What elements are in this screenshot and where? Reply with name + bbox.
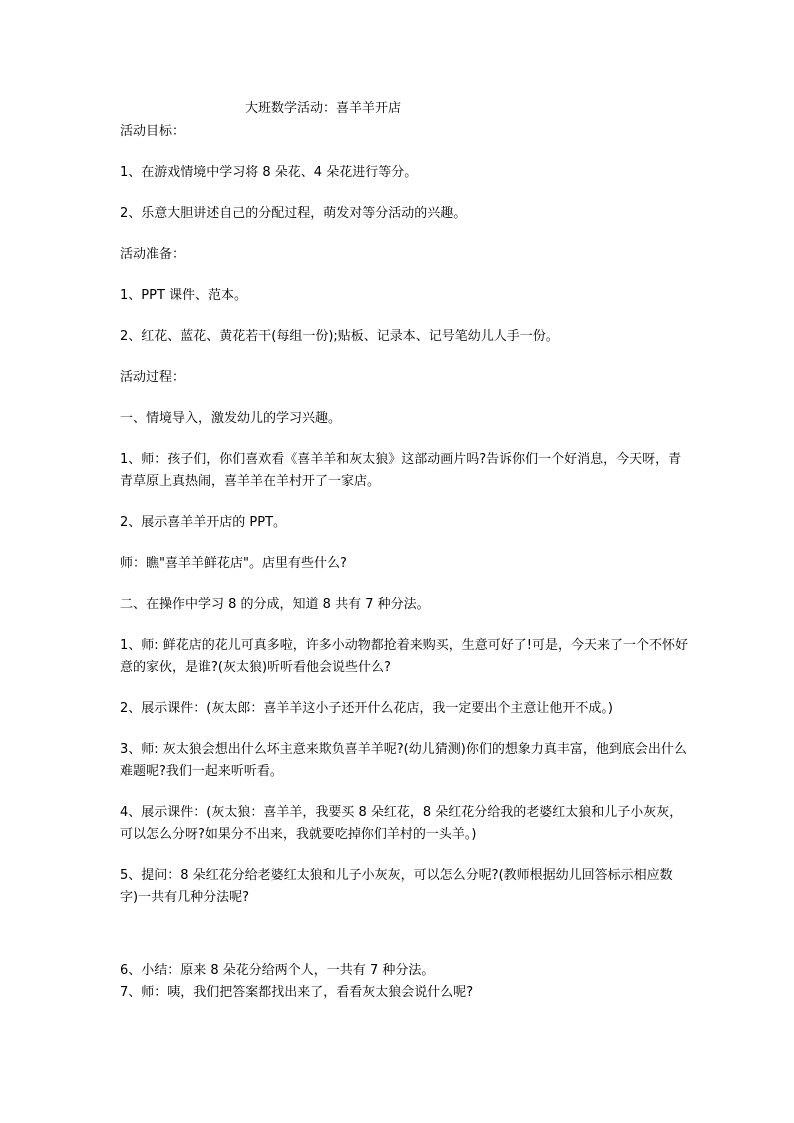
process-step-1-teacher-line: 师：瞧"喜羊羊鲜花店"。店里有些什么? — [120, 556, 347, 571]
section-heading-process: 活动过程： — [120, 370, 186, 385]
process-step-1-item-1: 1、师：孩子们，你们喜欢看《喜羊羊和灰太狼》这部动画片吗?告诉你们一个好消息，今天呀，青青草原上真热闹，喜羊羊在羊村开了一家店。 — [120, 452, 682, 489]
process-step-2-item-2: 2、展示课件：(灰太郎：喜羊羊这小子还开什么花店，我一定要出个主意让他开不成。) — [120, 701, 613, 716]
section-heading-preparation: 活动准备： — [120, 247, 186, 262]
process-step-2-item-5: 5、提问：8 朵红花分给老婆红太狼和儿子小灰灰，可以怎么分呢?(教师根据幼儿回答标示相应数字)一共有几种分法呢? — [120, 868, 673, 905]
document-body — [120, 121, 690, 1004]
process-step-2-item-6: 6、小结：原来 8 朵花分给两个人，一共有 7 种分法。 — [120, 963, 435, 978]
document-title: 大班数学活动：喜羊羊开店 — [245, 101, 402, 116]
process-step-2-heading: 二、在操作中学习 8 的分成，知道 8 共有 7 种分法。 — [120, 597, 430, 612]
process-step-2-item-3: 3、师: 灰太狼会想出什么坏主意来欺负喜羊羊呢?(幼儿猜测)你们的想象力真丰富，他到底会出什么难题呢?我们一起来听听看。 — [120, 742, 687, 779]
preparation-item-1: 1、PPT 课件、范本。 — [120, 288, 248, 303]
goal-item-1: 1、在游戏情境中学习将 8 朵花、4 朵花进行等分。 — [120, 165, 418, 180]
process-step-1-item-2: 2、展示喜羊羊开店的 PPT。 — [120, 515, 287, 530]
process-step-2-item-7: 7、师：咦，我们把答案都找出来了，看看灰太狼会说什么呢? — [120, 985, 474, 1000]
process-step-2-item-4: 4、展示课件：(灰太狼：喜羊羊，我要买 8 朵红花，8 朵红花分给我的老婆红太狼和儿子小灰灰，可以怎么分呀?如果分不出来，我就要吃掉你们羊村的一头羊。) — [120, 805, 683, 842]
section-heading-goals: 活动目标： — [120, 124, 186, 139]
preparation-item-2: 2、红花、蓝花、黄花若干(每组一份);贴板、记录本、记号笔幼儿人手一份。 — [120, 329, 559, 344]
process-step-2-item-1: 1、师: 鲜花店的花儿可真多啦，许多小动物都抢着来购买，生意可好了!可是，今天来了一个不怀好意的家伙，是谁?(灰太狼)听听看他会说些什么? — [120, 638, 688, 675]
goal-item-2: 2、乐意大胆讲述自己的分配过程，萌发对等分活动的兴趣。 — [120, 206, 467, 221]
process-step-1-heading: 一、情境导入，激发幼儿的学习兴趣。 — [120, 411, 342, 426]
